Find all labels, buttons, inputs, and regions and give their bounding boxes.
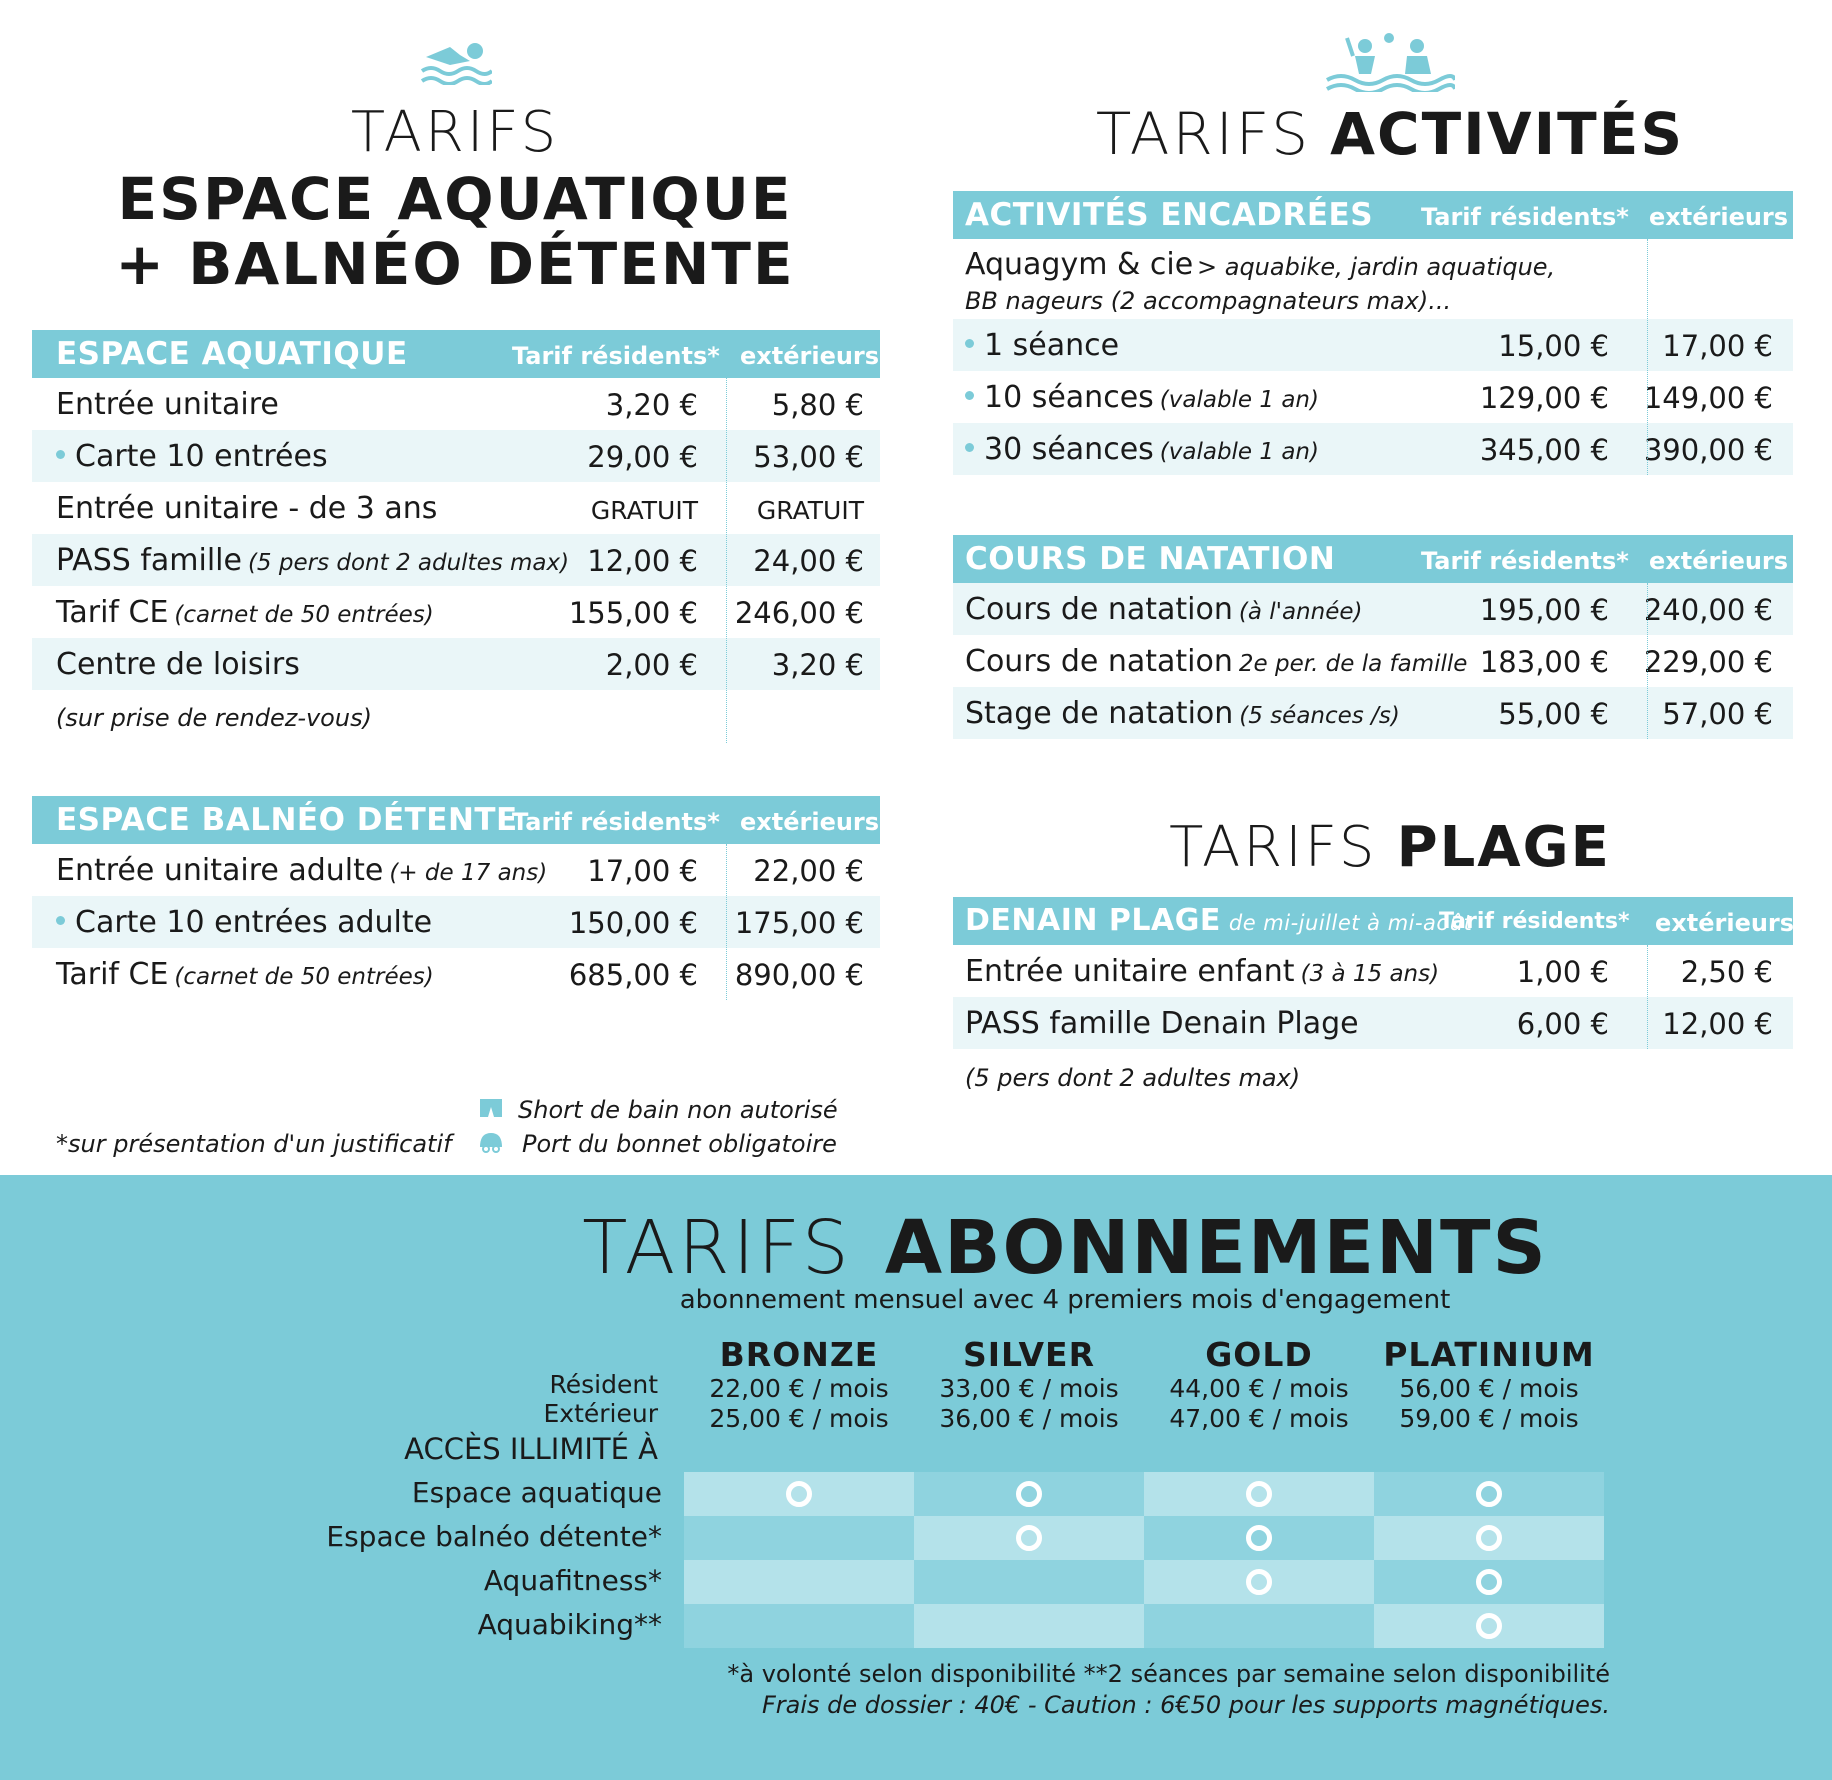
row-label-text: 30 séances xyxy=(984,432,1154,467)
cours-natation-table xyxy=(953,535,1793,739)
column-divider xyxy=(726,844,727,1000)
feature-cell xyxy=(1144,1472,1374,1516)
tier-name: SILVER xyxy=(962,1335,1096,1374)
left-title-line2: ESPACE AQUATIQUE xyxy=(117,165,793,233)
row-note: (valable 1 an) xyxy=(1159,387,1319,413)
row-label xyxy=(965,696,1400,731)
bonnet-note: Port du bonnet obligatoire xyxy=(522,1130,837,1158)
row-label-text: Entrée unitaire xyxy=(56,387,279,422)
col-residents: Tarif résidents* xyxy=(1421,203,1629,231)
table-row xyxy=(32,482,880,534)
espace-aquatique-table xyxy=(32,330,880,690)
feature-cell xyxy=(914,1472,1144,1516)
feature-label: Espace aquatique xyxy=(411,1476,662,1509)
exterieur-price: 229,00 € xyxy=(1643,645,1773,679)
check-ring-icon xyxy=(1246,1525,1272,1551)
tier-name: GOLD xyxy=(1205,1335,1313,1374)
table-row xyxy=(953,423,1793,475)
left-title-line3: + BALNÉO DÉTENTE xyxy=(115,230,795,298)
feature-label: Espace balnéo détente* xyxy=(326,1520,662,1553)
abonnements-section xyxy=(0,1175,1832,1780)
row-note: (5 pers dont 2 adultes max) xyxy=(247,550,570,576)
resident-price: 29,00 € xyxy=(587,440,698,474)
row-label xyxy=(56,543,569,578)
table-row xyxy=(953,583,1793,635)
resident-price: 55,00 € xyxy=(1498,697,1609,731)
feature-cell xyxy=(1144,1560,1374,1604)
row-note: (carnet de 50 entrées) xyxy=(174,964,434,990)
row-label-text: 10 séances xyxy=(984,380,1154,415)
resident-price: 15,00 € xyxy=(1498,329,1609,363)
resident-price: GRATUIT xyxy=(590,496,698,525)
bullet-icon xyxy=(56,916,65,925)
table-header xyxy=(953,897,1793,945)
plage-heading xyxy=(950,815,1830,880)
col-residents: Tarif résidents* xyxy=(1439,909,1630,934)
abonnements-subtitle: abonnement mensuel avec 4 premiers mois d'engagement xyxy=(679,1285,1451,1315)
row-label-text: Centre de loisirs xyxy=(56,647,300,682)
table-row xyxy=(32,378,880,430)
resident-label: Résident xyxy=(549,1370,658,1399)
table-title: ACTIVITÉS ENCADRÉES xyxy=(965,197,1374,233)
table-header xyxy=(32,796,880,844)
row-note: 2e per. de la famille xyxy=(1238,651,1468,677)
table-title: COURS DE NATATION xyxy=(965,541,1336,577)
bullet-icon xyxy=(965,339,974,348)
exterieur-price: 53,00 € xyxy=(753,440,864,474)
tier-gold xyxy=(1144,1335,1374,1434)
row-label xyxy=(965,380,1319,415)
feature-cell xyxy=(684,1472,914,1516)
row-label xyxy=(965,954,1439,989)
table-row xyxy=(953,635,1793,687)
row-label-text: Cours de natation xyxy=(965,592,1233,627)
col-residents: Tarif résidents* xyxy=(512,808,720,836)
exterieur-price: 890,00 € xyxy=(734,958,864,992)
resident-price: 3,20 € xyxy=(605,388,698,422)
col-exterieurs: extérieurs xyxy=(740,342,880,370)
row-note: (+ de 17 ans) xyxy=(389,860,548,886)
table-row xyxy=(32,534,880,586)
table-header xyxy=(32,330,880,378)
tier-platinium xyxy=(1374,1335,1604,1434)
exterieur-price: 246,00 € xyxy=(734,596,864,630)
resident-price: 685,00 € xyxy=(568,958,698,992)
tier-silver xyxy=(914,1335,1144,1434)
abonnements-note2: Frais de dossier : 40€ - Caution : 6€50 pour les supports magnétiques. xyxy=(762,1691,1610,1719)
plage-footnote: (5 pers dont 2 adultes max) xyxy=(965,1064,1301,1092)
table-row xyxy=(32,586,880,638)
activites-heading-light: TARIFS xyxy=(1095,100,1312,168)
left-title-line1: TARIFS xyxy=(350,100,560,165)
swim-cap-icon xyxy=(478,1131,504,1153)
price-labels xyxy=(300,1370,658,1490)
justificatif-note: *sur présentation d'un justificatif xyxy=(56,1130,452,1158)
col-exterieurs: extérieurs xyxy=(1655,909,1795,937)
table-row xyxy=(32,638,880,690)
row-label-text: Cours de natation xyxy=(965,644,1233,679)
check-ring-icon xyxy=(1476,1569,1502,1595)
row-note: (valable 1 an) xyxy=(1159,439,1319,465)
row-note: (à l'année) xyxy=(1238,599,1363,625)
check-ring-icon xyxy=(1016,1481,1042,1507)
exterieur-price: 24,00 € xyxy=(753,544,864,578)
exterieur-price: 12,00 € xyxy=(1662,1007,1773,1041)
row-label-text: Stage de natation xyxy=(965,696,1234,731)
activites-heading xyxy=(950,100,1830,168)
row-label xyxy=(965,592,1363,627)
row-label xyxy=(965,328,1119,363)
row-label xyxy=(56,853,547,888)
exterieur-price: 57,00 € xyxy=(1662,697,1773,731)
feature-cell xyxy=(1374,1516,1604,1560)
table-row xyxy=(32,948,880,1000)
check-ring-icon xyxy=(1016,1525,1042,1551)
tier-resident-price: 33,00 € / mois xyxy=(939,1374,1119,1403)
activites-heading-bold: ACTIVITÉS xyxy=(1330,100,1685,168)
beach-players-icon xyxy=(1325,32,1455,92)
row-label xyxy=(965,432,1319,467)
exterieur-price: 17,00 € xyxy=(1662,329,1773,363)
swimmer-icon xyxy=(420,35,492,85)
column-divider xyxy=(726,378,727,743)
row-note: (3 à 15 ans) xyxy=(1300,961,1440,987)
row-note: (5 séances /s) xyxy=(1239,703,1400,729)
exterieur-price: 390,00 € xyxy=(1643,433,1773,467)
row-note: (carnet de 50 entrées) xyxy=(174,602,434,628)
feature-cell xyxy=(684,1516,914,1560)
tier-resident-price: 56,00 € / mois xyxy=(1399,1374,1579,1403)
col-exterieurs: extérieurs xyxy=(1649,203,1789,231)
bullet-icon xyxy=(965,443,974,452)
row-label-text: Carte 10 entrées xyxy=(75,439,328,474)
row-label-text: PASS famille xyxy=(56,543,242,578)
resident-price: 150,00 € xyxy=(568,906,698,940)
abonnements-heading-light: TARIFS xyxy=(582,1205,852,1291)
feature-cell xyxy=(1144,1604,1374,1648)
row-label-text: 1 séance xyxy=(984,328,1120,363)
bullet-icon xyxy=(56,450,65,459)
check-ring-icon xyxy=(786,1481,812,1507)
feature-label: Aquafitness* xyxy=(483,1564,662,1597)
row-label xyxy=(965,644,1467,679)
resident-price: 6,00 € xyxy=(1516,1007,1609,1041)
exterieur-price: 22,00 € xyxy=(753,854,864,888)
row-label xyxy=(56,387,279,422)
row-label-text: PASS famille Denain Plage xyxy=(965,1006,1359,1041)
exterieur-price: GRATUIT xyxy=(756,496,864,525)
row-label-text: Entrée unitaire - de 3 ans xyxy=(56,491,438,526)
intro-note1: > aquabike, jardin aquatique, xyxy=(1197,253,1556,281)
abonnements-heading xyxy=(300,1205,1830,1291)
row-label xyxy=(56,595,434,630)
exterieur-price: 3,20 € xyxy=(771,648,864,682)
table-title xyxy=(965,903,1472,938)
tier-resident-price: 44,00 € / mois xyxy=(1169,1374,1349,1403)
short-note: Short de bain non autorisé xyxy=(518,1096,838,1124)
exterieur-price: 2,50 € xyxy=(1680,955,1773,989)
table-row xyxy=(32,896,880,948)
plage-heading-light: TARIFS xyxy=(1169,815,1378,880)
tier-exterieur-price: 25,00 € / mois xyxy=(709,1404,889,1433)
table-row xyxy=(953,319,1793,371)
tier-bronze xyxy=(684,1335,914,1434)
row-label-text: Entrée unitaire adulte xyxy=(56,853,384,888)
column-divider xyxy=(1647,583,1648,739)
row-label-text: Carte 10 entrées adulte xyxy=(75,905,433,940)
table-title: ESPACE BALNÉO DÉTENTE xyxy=(56,802,518,838)
exterieur-label: Extérieur xyxy=(543,1399,658,1428)
table-header xyxy=(953,535,1793,583)
row-label-text: Tarif CE xyxy=(56,957,169,992)
tier-exterieur-price: 47,00 € / mois xyxy=(1169,1404,1349,1433)
col-residents: Tarif résidents* xyxy=(512,342,720,370)
exterieur-price: 149,00 € xyxy=(1643,381,1773,415)
resident-price: 1,00 € xyxy=(1516,955,1609,989)
resident-price: 195,00 € xyxy=(1479,593,1609,627)
tier-name: PLATINIUM xyxy=(1383,1335,1595,1374)
row-label xyxy=(56,439,328,474)
table-row xyxy=(953,945,1793,997)
check-ring-icon xyxy=(1476,1613,1502,1639)
resident-price: 129,00 € xyxy=(1479,381,1609,415)
row-label xyxy=(56,905,432,940)
check-ring-icon xyxy=(1476,1525,1502,1551)
table-row xyxy=(32,430,880,482)
plage-subtitle: de mi-juillet à mi-août xyxy=(1228,911,1473,935)
tier-resident-price: 22,00 € / mois xyxy=(709,1374,889,1403)
feature-cell xyxy=(1374,1604,1604,1648)
feature-label: Aquabiking** xyxy=(477,1608,662,1641)
col-residents: Tarif résidents* xyxy=(1421,547,1629,575)
tier-exterieur-price: 36,00 € / mois xyxy=(939,1404,1119,1433)
row-label xyxy=(56,647,300,682)
col-exterieurs: extérieurs xyxy=(740,808,880,836)
row-label-text: Entrée unitaire enfant xyxy=(965,954,1295,989)
column-divider xyxy=(1647,945,1648,1049)
abonnements-heading-bold: ABONNEMENTS xyxy=(884,1205,1548,1291)
table-title: ESPACE AQUATIQUE xyxy=(56,336,408,372)
feature-cell xyxy=(1144,1516,1374,1560)
feature-cell xyxy=(1374,1472,1604,1516)
feature-cell xyxy=(1374,1560,1604,1604)
row-label-text: Tarif CE xyxy=(56,595,169,630)
check-ring-icon xyxy=(1476,1481,1502,1507)
tier-exterieur-price: 59,00 € / mois xyxy=(1399,1404,1579,1433)
table-row xyxy=(953,371,1793,423)
feature-cell xyxy=(684,1560,914,1604)
table-row xyxy=(953,997,1793,1049)
table-row xyxy=(953,687,1793,739)
table-row xyxy=(32,844,880,896)
aquatique-footnote: (sur prise de rendez-vous) xyxy=(56,704,372,732)
resident-price: 12,00 € xyxy=(587,544,698,578)
resident-price: 155,00 € xyxy=(568,596,698,630)
feature-cell xyxy=(914,1516,1144,1560)
intro-note2: BB nageurs (2 accompagnateurs max)... xyxy=(965,287,1452,315)
row-label xyxy=(56,957,434,992)
resident-price: 183,00 € xyxy=(1479,645,1609,679)
column-divider xyxy=(1647,239,1648,475)
check-ring-icon xyxy=(1246,1569,1272,1595)
exterieur-price: 5,80 € xyxy=(771,388,864,422)
activites-encadrees-table xyxy=(953,191,1793,475)
acces-label: ACCÈS ILLIMITÉ À xyxy=(404,1432,658,1466)
resident-price: 2,00 € xyxy=(605,648,698,682)
row-label xyxy=(56,491,437,526)
activites-intro xyxy=(953,239,1793,319)
plage-title: DENAIN PLAGE xyxy=(965,903,1221,938)
resident-price: 345,00 € xyxy=(1479,433,1609,467)
espace-balneo-table xyxy=(32,796,880,1000)
feature-cell xyxy=(684,1604,914,1648)
feature-cell xyxy=(914,1560,1144,1604)
denain-plage-table xyxy=(953,897,1793,1049)
check-ring-icon xyxy=(1246,1481,1272,1507)
exterieur-price: 175,00 € xyxy=(734,906,864,940)
tier-name: BRONZE xyxy=(719,1335,879,1374)
row-label xyxy=(965,1006,1359,1041)
intro-main: Aquagym & cie xyxy=(965,247,1194,282)
shorts-icon xyxy=(478,1097,504,1119)
exterieur-price: 240,00 € xyxy=(1643,593,1773,627)
col-exterieurs: extérieurs xyxy=(1649,547,1789,575)
resident-price: 17,00 € xyxy=(587,854,698,888)
plage-heading-bold: PLAGE xyxy=(1396,815,1611,880)
table-header xyxy=(953,191,1793,239)
abonnements-note1: *à volonté selon disponibilité **2 séances par semaine selon disponibilité xyxy=(727,1660,1610,1688)
bullet-icon xyxy=(965,391,974,400)
feature-cell xyxy=(914,1604,1144,1648)
